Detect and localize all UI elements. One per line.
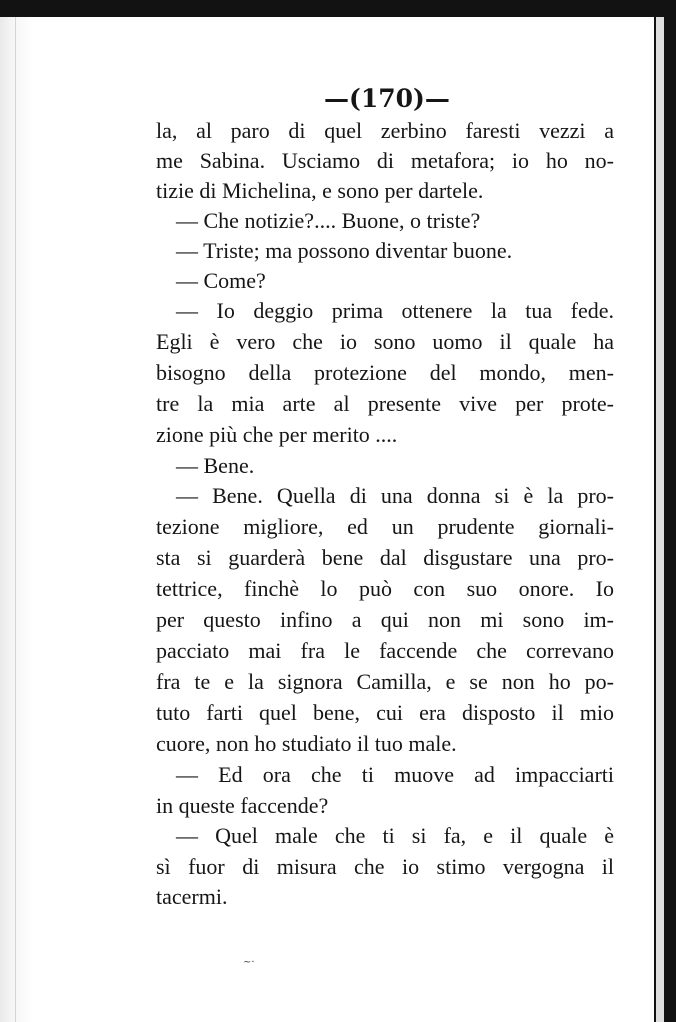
text-line: bisogno della protezione del mondo, men- xyxy=(156,360,614,385)
text-line: — Quel male che ti si fa, e il quale è xyxy=(176,823,614,848)
text-line: sì fuor di misura che io stimo vergogna il xyxy=(156,854,614,879)
text-line: fra te e la signora Camilla, e se non ho po- xyxy=(156,669,614,694)
text-line: pacciato mai fra le faccende che correvano xyxy=(156,638,614,663)
page-edge xyxy=(656,17,664,1022)
text-line: — Bene. xyxy=(176,453,255,478)
page-gutter-shadow xyxy=(0,17,34,1022)
scan-top-border xyxy=(0,0,676,17)
text-line: tacermi. xyxy=(156,884,228,909)
gutter-line xyxy=(15,17,16,1022)
text-line: tuto farti quel bene, cui era disposto il mio xyxy=(156,700,614,725)
page-number: —(170)— xyxy=(324,84,450,113)
text-line: — Ed ora che ti muove ad impacciarti xyxy=(176,762,614,787)
text-line: tre la mia arte al presente vive per prote- xyxy=(156,391,614,416)
text-line: per questo infino a qui non mi sono im- xyxy=(156,607,614,632)
text-line: tettrice, finchè lo può con suo onore. Io xyxy=(156,576,614,601)
text-line: — Bene. Quella di una donna si è la pro- xyxy=(176,483,614,508)
text-line: — Come? xyxy=(176,268,266,293)
text-line: in queste faccende? xyxy=(156,793,329,818)
text-line: cuore, non ho studiato il tuo male. xyxy=(156,731,457,756)
text-line: Egli è vero che io sono uomo il quale ha xyxy=(156,329,614,354)
text-line: me Sabina. Usciamo di metafora; io ho no- xyxy=(156,148,614,173)
text-line: tezione migliore, ed un prudente giornali- xyxy=(156,514,614,539)
printer-ornament: ~· xyxy=(243,957,255,968)
text-line: — Triste; ma possono diventar buone. xyxy=(176,238,513,263)
text-line: sta si guarderà bene dal disgustare una pro- xyxy=(156,545,614,570)
text-line: zione più che per merito .... xyxy=(156,422,398,447)
text-line: tizie di Michelina, e sono per dartele. xyxy=(156,178,484,203)
text-line: — Che notizie?.... Buone, o triste? xyxy=(176,208,481,233)
text-line: la, al paro di quel zerbino faresti vezzi a xyxy=(156,118,614,143)
text-line: — Io deggio prima ottenere la tua fede. xyxy=(176,298,614,323)
